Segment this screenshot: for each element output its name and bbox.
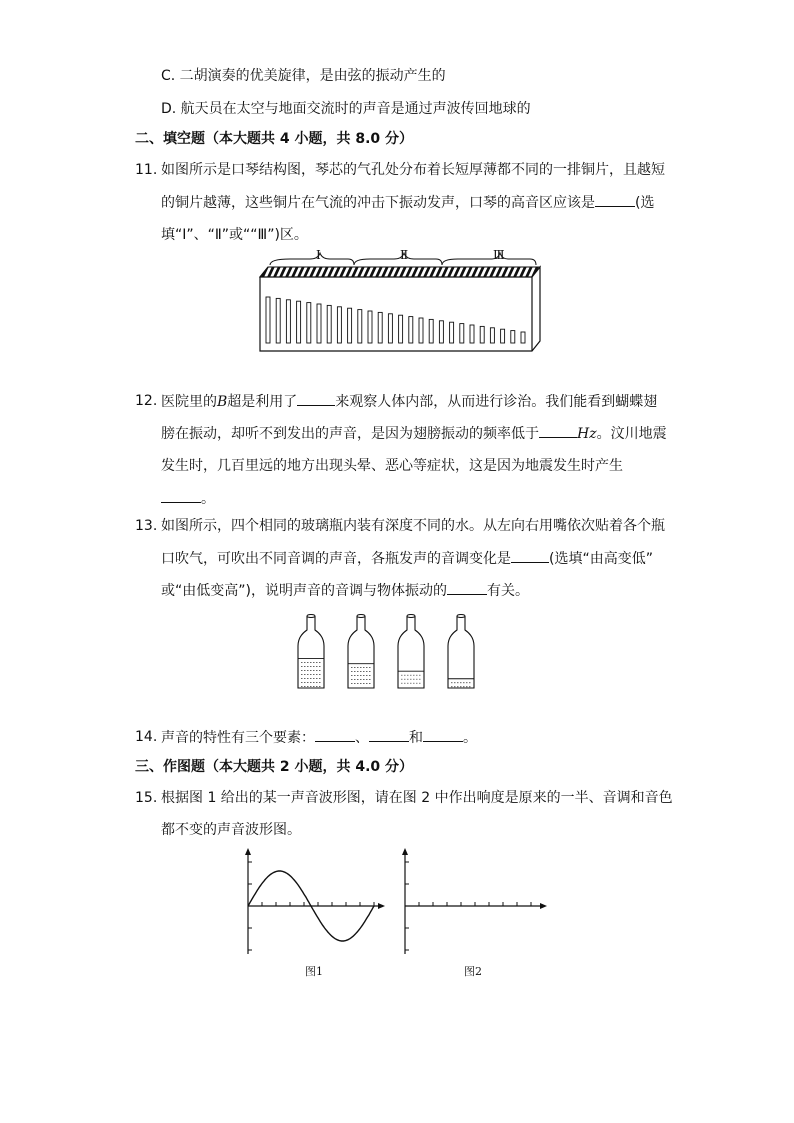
question-number-15: 15. (135, 790, 158, 806)
option-c: C. 二胡演奏的优美旋律，是由弦的振动产生的 (161, 68, 446, 84)
glass-bottles-diagram (290, 612, 480, 692)
zone-label-3: Ⅲ (493, 248, 505, 262)
reed-bar (460, 324, 464, 343)
reed-bar (470, 325, 474, 343)
zone-label-1: Ⅰ (316, 248, 321, 262)
figure-caption-2: 图2 (464, 965, 482, 978)
reed-bar (307, 303, 311, 343)
section-title-drawing: 三、作图题（本大题共 2 小题，共 4.0 分） (135, 759, 414, 775)
waveform-figures (240, 848, 552, 960)
answer-blank[interactable] (297, 391, 335, 406)
answer-blank[interactable] (511, 548, 549, 563)
q12-line4: 。 (161, 488, 215, 509)
reed-bar (490, 328, 494, 343)
q13-line3: 或“由低变高”)，说明声音的音调与物体振动的 有关。 (161, 580, 529, 601)
answer-blank[interactable] (423, 727, 463, 742)
reed-bar (429, 319, 433, 343)
reed-bar (276, 298, 280, 343)
reed-bar (286, 300, 290, 343)
zone-label-2: Ⅱ (400, 248, 409, 262)
section-title-fill-in: 二、填空题（本大题共 4 小题，共 8.0 分） (135, 131, 414, 147)
q12-line1: 医院里的B超是利用了 来观察人体内部，从而进行诊治。我们能看到蝴蝶翅 (161, 391, 657, 412)
option-d: D. 航天员在太空与地面交流时的声音是通过声波传回地球的 (161, 101, 531, 117)
question-number-12: 12. (135, 393, 158, 409)
reed-bar (480, 326, 484, 343)
reed-bar (521, 332, 525, 343)
answer-blank[interactable] (161, 488, 201, 503)
reed-bar (317, 304, 321, 343)
question-number-14: 14. (135, 729, 158, 745)
water (299, 659, 323, 688)
glass-bottle (448, 615, 474, 689)
q15-line1: 根据图 1 给出的某一声音波形图，请在图 2 中作出响度是原来的一半、音调和音色 (161, 790, 673, 806)
q13-line2: 口吹气，可吹出不同音调的声音，各瓶发声的音调变化是 (选填“由高变低” (161, 548, 653, 569)
reed-bar (409, 317, 413, 343)
reed-bar (348, 308, 352, 343)
reed-bar (327, 305, 331, 343)
reed-bar (378, 312, 382, 343)
reed-bar (368, 311, 372, 343)
q13-line1: 如图所示，四个相同的玻璃瓶内装有深度不同的水。从左向右用嘴依次贴着各个瓶 (161, 518, 665, 534)
reed-bar (337, 307, 341, 343)
reed-bar (266, 297, 270, 343)
q11-line1: 如图所示是口琴结构图，琴芯的气孔处分布着长短厚薄都不同的一排铜片，且越短 (161, 162, 665, 178)
reed-bar (399, 315, 403, 343)
reed-bar (297, 301, 301, 343)
answer-blank[interactable] (539, 423, 577, 438)
glass-bottle (398, 615, 424, 689)
q11-line2: 的铜片越薄，这些铜片在气流的冲击下振动发声，口琴的高音区应该是 (选 (161, 192, 654, 213)
water (399, 671, 423, 688)
answer-blank[interactable] (369, 727, 409, 742)
reed-bar (419, 318, 423, 343)
answer-blank[interactable] (315, 727, 355, 742)
q11-line3: 填“Ⅰ”、“Ⅱ”或““Ⅲ”)区。 (161, 227, 308, 243)
question-number-11: 11. (135, 162, 158, 178)
reed-bar (388, 314, 392, 343)
glass-bottle (348, 615, 374, 689)
reed-bar (511, 331, 515, 343)
figure-caption-1: 图1 (305, 965, 323, 978)
reed-bar (439, 321, 443, 343)
reed-bar (358, 310, 362, 343)
q14-line: 声音的特性有三个要素： 、 和 。 (161, 727, 477, 748)
question-number-13: 13. (135, 518, 158, 534)
glass-bottle (298, 615, 324, 689)
q15-line2: 都不变的声音波形图。 (161, 822, 301, 838)
reed-bar (450, 322, 454, 343)
reed-bar (501, 329, 505, 343)
answer-blank[interactable] (595, 192, 635, 207)
q12-line3: 发生时，几百里远的地方出现头晕、恶心等症状，这是因为地震发生时产生 (161, 458, 623, 474)
q12-line2: 膀在振动，却听不到发出的声音，是因为翅膀振动的频率低于 Hz。汶川地震 (161, 423, 667, 444)
answer-blank[interactable] (447, 580, 487, 595)
